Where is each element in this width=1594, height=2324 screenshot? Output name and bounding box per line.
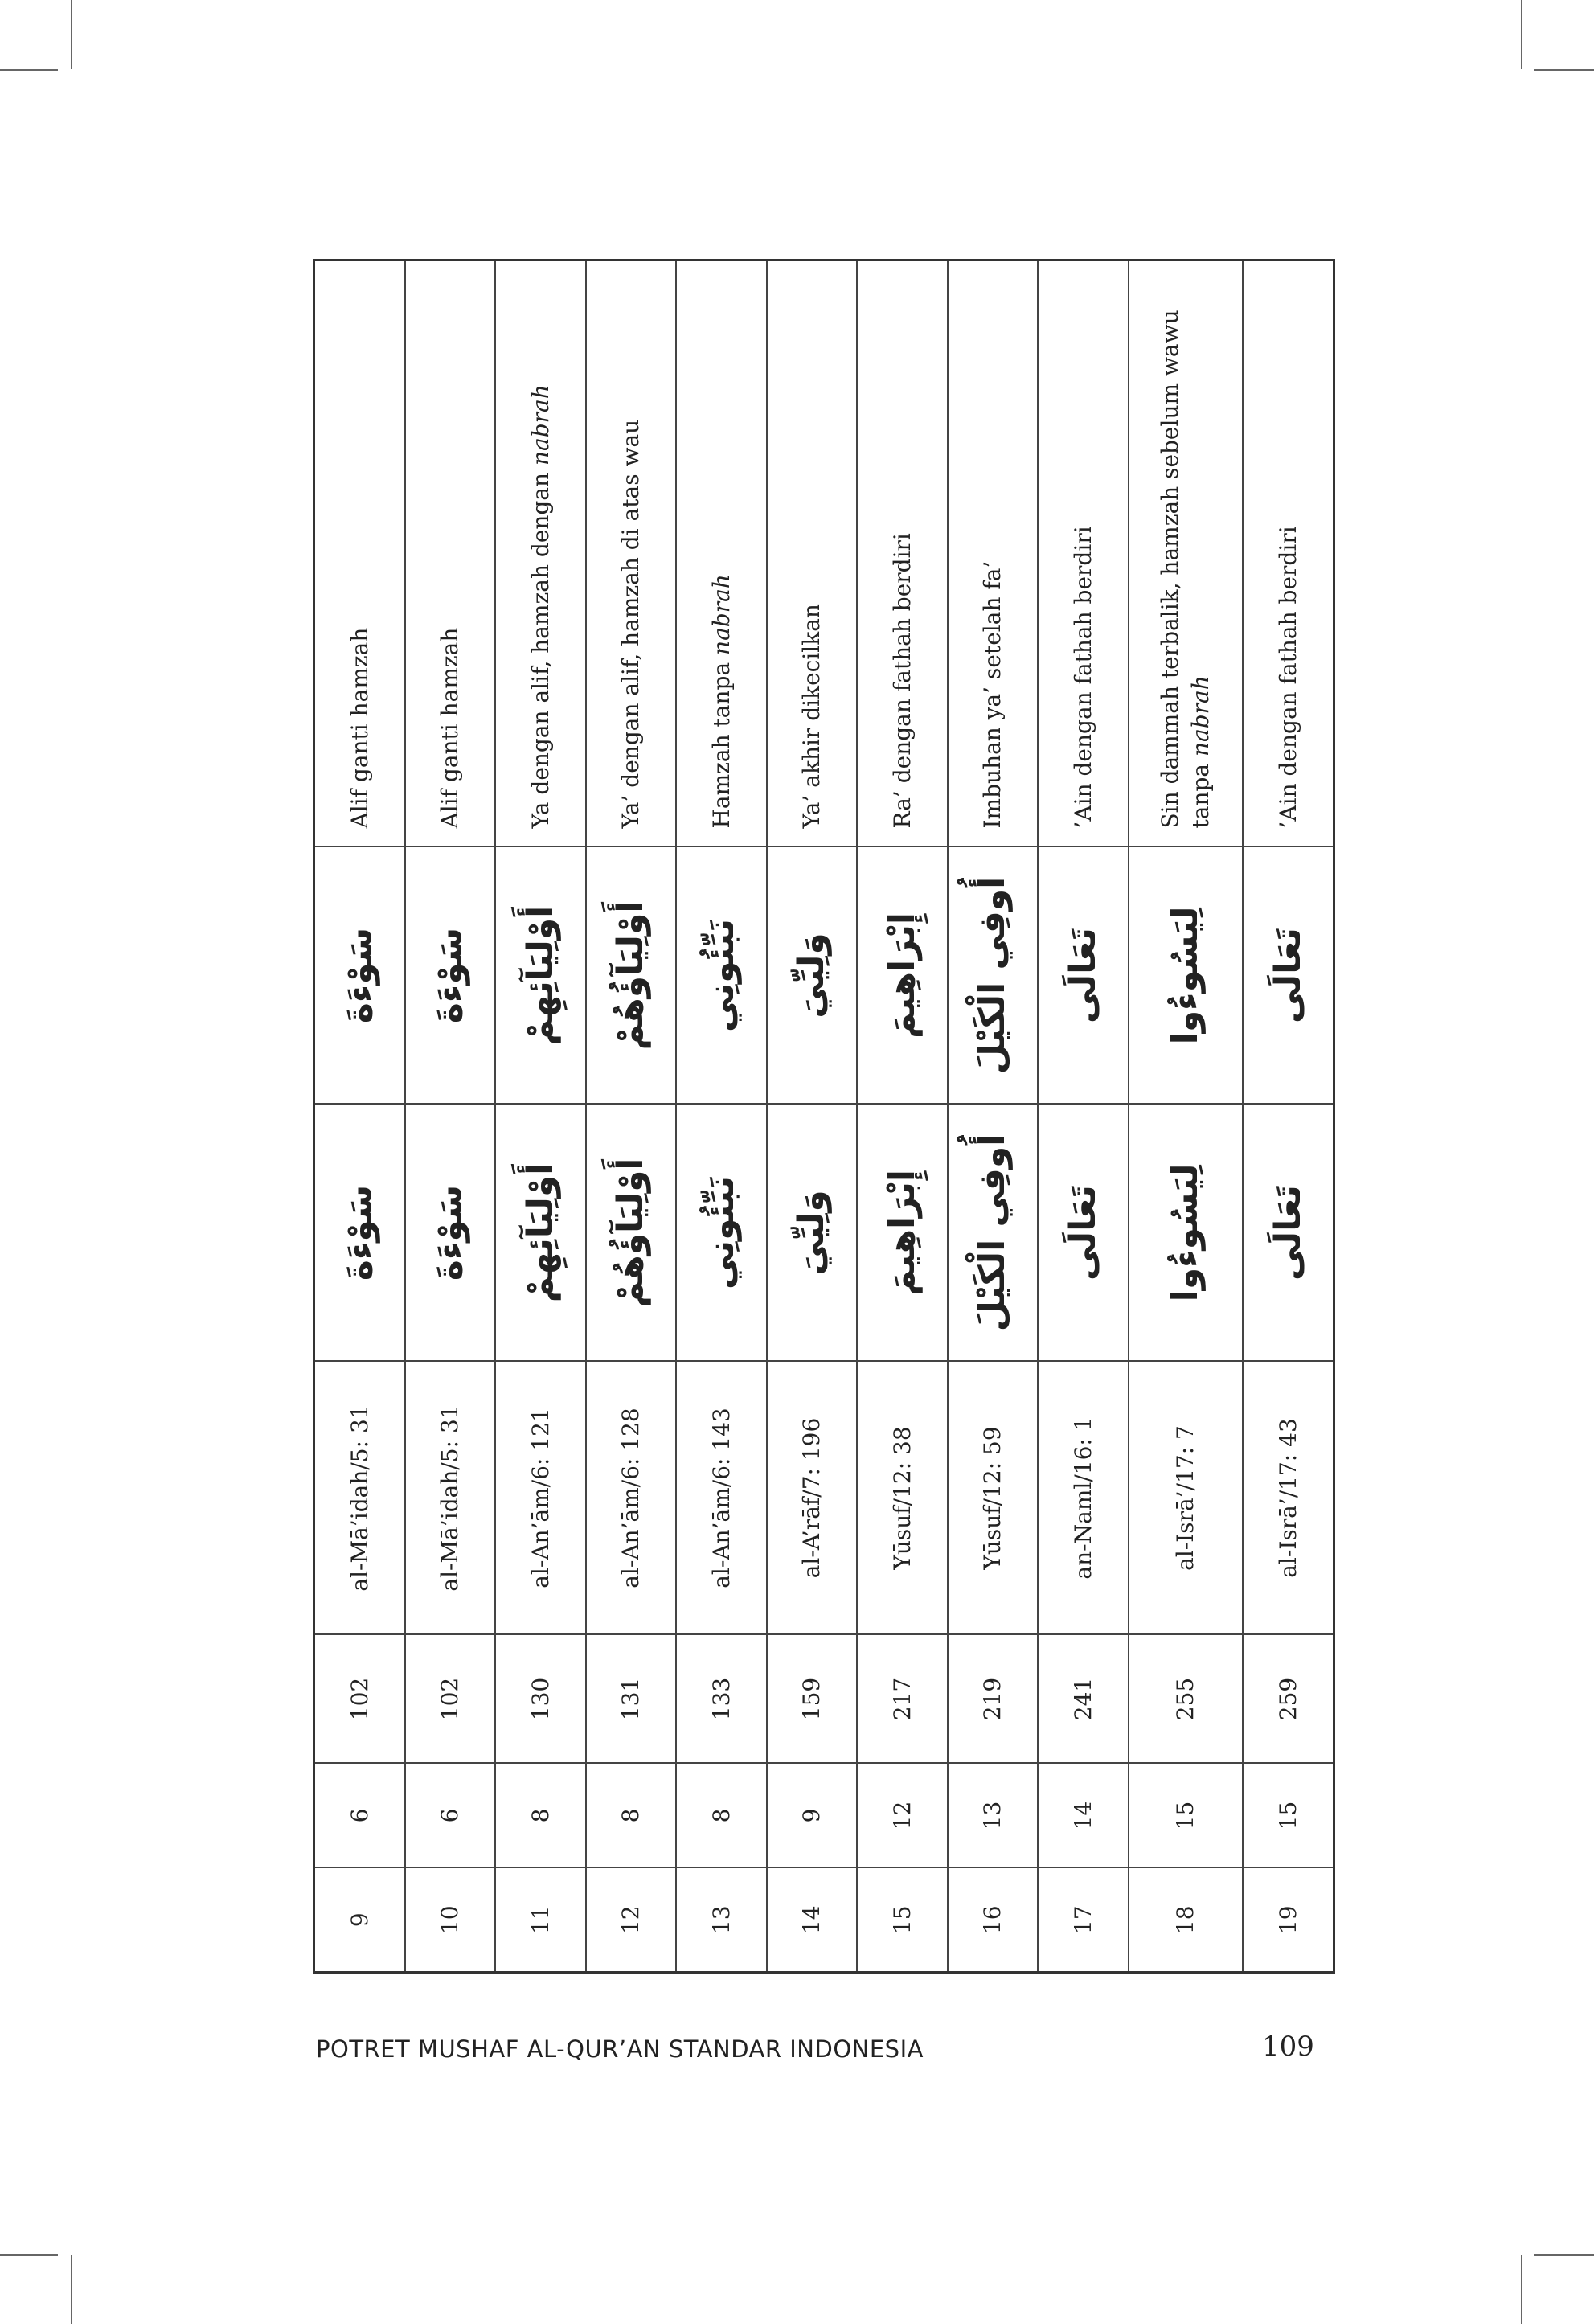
- page-cell: 259: [1243, 1635, 1334, 1764]
- rotated-table-container: [313, 261, 1335, 1974]
- row-number-cell: 19: [1243, 1868, 1334, 1973]
- row-number-cell: 13: [676, 1868, 766, 1973]
- table-row: [948, 260, 1038, 1973]
- crop-mark: [1534, 2254, 1594, 2256]
- crop-mark: [71, 2255, 72, 2324]
- description-cell: [948, 260, 1038, 847]
- surah-ayah-cell: al-Mā’idah/5: 31: [314, 1362, 405, 1635]
- description-italic-term: nabrah: [527, 384, 554, 465]
- rotated-table-region: [313, 261, 1335, 1974]
- crop-mark: [71, 0, 72, 69]
- table-row: [1243, 260, 1334, 1973]
- surah-ayah-cell: al-An’ām/6: 121: [495, 1362, 585, 1635]
- table-row: [1038, 260, 1128, 1973]
- arabic-word-cell: سَوْءَةَ: [405, 1105, 495, 1362]
- surah-ayah-cell: al-Mā’idah/5: 31: [405, 1362, 495, 1635]
- table-row: [767, 260, 857, 1973]
- description-text: Sin dammah terbalik, hamzah sebelum wawu tanpa: [1157, 309, 1214, 829]
- table-row: [405, 260, 495, 1973]
- surah-ayah-cell: Yūsuf/12: 59: [948, 1362, 1038, 1635]
- arabic-word-cell: سَوْءَةَ: [314, 1105, 405, 1362]
- arabic-word-standard-cell: إِبْرَاهِيمَ: [857, 847, 947, 1105]
- table-row: [1129, 260, 1243, 1973]
- surah-ayah-cell: al-An’ām/6: 143: [676, 1362, 766, 1635]
- table-row: [676, 260, 766, 1973]
- page-number: 109: [1262, 2031, 1314, 2063]
- row-number-cell: 15: [857, 1868, 947, 1973]
- row-number-cell: 11: [495, 1868, 585, 1973]
- description-cell: [405, 260, 495, 847]
- arabic-word-standard-cell: لِيَسُوءُوا: [1129, 847, 1243, 1105]
- arabic-word-cell: أَوْلِيَآئِهِمْ: [495, 1105, 585, 1362]
- crop-mark: [0, 2254, 58, 2256]
- description-text: Imbuhan ya’ setelah fa’: [979, 560, 1006, 829]
- description-cell: [586, 260, 676, 847]
- surah-ayah-cell: al-Isrā’/17: 43: [1243, 1362, 1334, 1635]
- arabic-word-cell: تَعَالَى: [1038, 1105, 1128, 1362]
- description-italic-term: nabrah: [1186, 675, 1214, 756]
- arabic-word-cell: أُوفِي الْكَيْلَ: [948, 1105, 1038, 1362]
- table-row: [586, 260, 676, 1973]
- juz-cell: 15: [1243, 1764, 1334, 1868]
- description-cell: [495, 260, 585, 847]
- surah-ayah-cell: an-Naml/16: 1: [1038, 1362, 1128, 1635]
- description-cell: [676, 260, 766, 847]
- page-cell: 133: [676, 1635, 766, 1764]
- arabic-word-standard-cell: تَعَالَى: [1243, 847, 1334, 1105]
- juz-cell: 9: [767, 1764, 857, 1868]
- page-cell: 255: [1129, 1635, 1243, 1764]
- row-number-cell: 9: [314, 1868, 405, 1973]
- arabic-word-cell: إِبْرَاهِيمَ: [857, 1105, 947, 1362]
- arabic-word-standard-cell: سَوْءَةَ: [405, 847, 495, 1105]
- description-cell: [1038, 260, 1128, 847]
- juz-cell: 6: [314, 1764, 405, 1868]
- arabic-word-cell: نَبِّئُونِي: [676, 1105, 766, 1362]
- running-footer-title: POTRET MUSHAF AL-QUR’AN STANDAR INDONESIA: [316, 2035, 924, 2063]
- crop-mark: [1534, 69, 1594, 71]
- table-row: [495, 260, 585, 1973]
- crop-mark: [1521, 2255, 1522, 2324]
- page-cell: 102: [314, 1635, 405, 1764]
- juz-cell: 15: [1129, 1764, 1243, 1868]
- crop-mark: [0, 69, 58, 71]
- table-body: [314, 260, 1334, 1973]
- surah-ayah-cell: al-A’rāf/7: 196: [767, 1362, 857, 1635]
- description-text: Alif ganti hamzah: [436, 627, 464, 829]
- description-text: Hamzah tanpa: [707, 654, 735, 829]
- juz-cell: 8: [495, 1764, 585, 1868]
- crop-mark: [1521, 0, 1522, 69]
- juz-cell: 8: [586, 1764, 676, 1868]
- row-number-cell: 12: [586, 1868, 676, 1973]
- description-cell: [1243, 260, 1334, 847]
- arabic-word-cell: وَلِيِّيَ: [767, 1105, 857, 1362]
- description-text: Ra’ dengan fathah berdiri: [888, 533, 916, 829]
- table-row: [314, 260, 405, 1973]
- row-number-cell: 14: [767, 1868, 857, 1973]
- arabic-word-standard-cell: أُوفِي الْكَيْلَ: [948, 847, 1038, 1105]
- table-row: [857, 260, 947, 1973]
- comparison-table: [313, 259, 1335, 1974]
- arabic-word-cell: تَعَالَى: [1243, 1105, 1334, 1362]
- arabic-word-standard-cell: وَلِيِّيَ: [767, 847, 857, 1105]
- arabic-word-standard-cell: تَعَالَى: [1038, 847, 1128, 1105]
- description-text: Ya’ dengan alif, hamzah di atas wau: [617, 419, 645, 829]
- page-cell: 217: [857, 1635, 947, 1764]
- arabic-word-cell: أَوْلِيَآؤُهُمْ: [586, 1105, 676, 1362]
- arabic-word-standard-cell: أَوْلِيَآؤُهُمْ: [586, 847, 676, 1105]
- page-cell: 131: [586, 1635, 676, 1764]
- juz-cell: 6: [405, 1764, 495, 1868]
- description-text: Ya’ akhir dikecilkan: [798, 604, 826, 829]
- row-number-cell: 16: [948, 1868, 1038, 1973]
- surah-ayah-cell: Yūsuf/12: 38: [857, 1362, 947, 1635]
- description-cell: [1129, 260, 1243, 847]
- description-text: ’Ain dengan fathah berdiri: [1274, 526, 1301, 829]
- juz-cell: 12: [857, 1764, 947, 1868]
- description-cell: [857, 260, 947, 847]
- juz-cell: 8: [676, 1764, 766, 1868]
- arabic-word-cell: لِيَسُوءُوا: [1129, 1105, 1243, 1362]
- page-cell: 159: [767, 1635, 857, 1764]
- surah-ayah-cell: al-Isrā’/17: 7: [1129, 1362, 1243, 1635]
- description-text: Alif ganti hamzah: [346, 627, 373, 829]
- description-text: ’Ain dengan fathah berdiri: [1069, 526, 1096, 829]
- description-text: Ya dengan alif, hamzah dengan: [527, 465, 554, 829]
- surah-ayah-cell: al-An’ām/6: 128: [586, 1362, 676, 1635]
- row-number-cell: 17: [1038, 1868, 1128, 1973]
- arabic-word-standard-cell: سَوْءَةَ: [314, 847, 405, 1105]
- juz-cell: 14: [1038, 1764, 1128, 1868]
- description-cell: [767, 260, 857, 847]
- page-cell: 219: [948, 1635, 1038, 1764]
- description-cell: [314, 260, 405, 847]
- page-cell: 102: [405, 1635, 495, 1764]
- arabic-word-standard-cell: نَبِّئُونِي: [676, 847, 766, 1105]
- page-cell: 241: [1038, 1635, 1128, 1764]
- description-italic-term: nabrah: [707, 574, 735, 655]
- juz-cell: 13: [948, 1764, 1038, 1868]
- arabic-word-standard-cell: أَوْلِيَآئِهِمْ: [495, 847, 585, 1105]
- page-cell: 130: [495, 1635, 585, 1764]
- row-number-cell: 18: [1129, 1868, 1243, 1973]
- row-number-cell: 10: [405, 1868, 495, 1973]
